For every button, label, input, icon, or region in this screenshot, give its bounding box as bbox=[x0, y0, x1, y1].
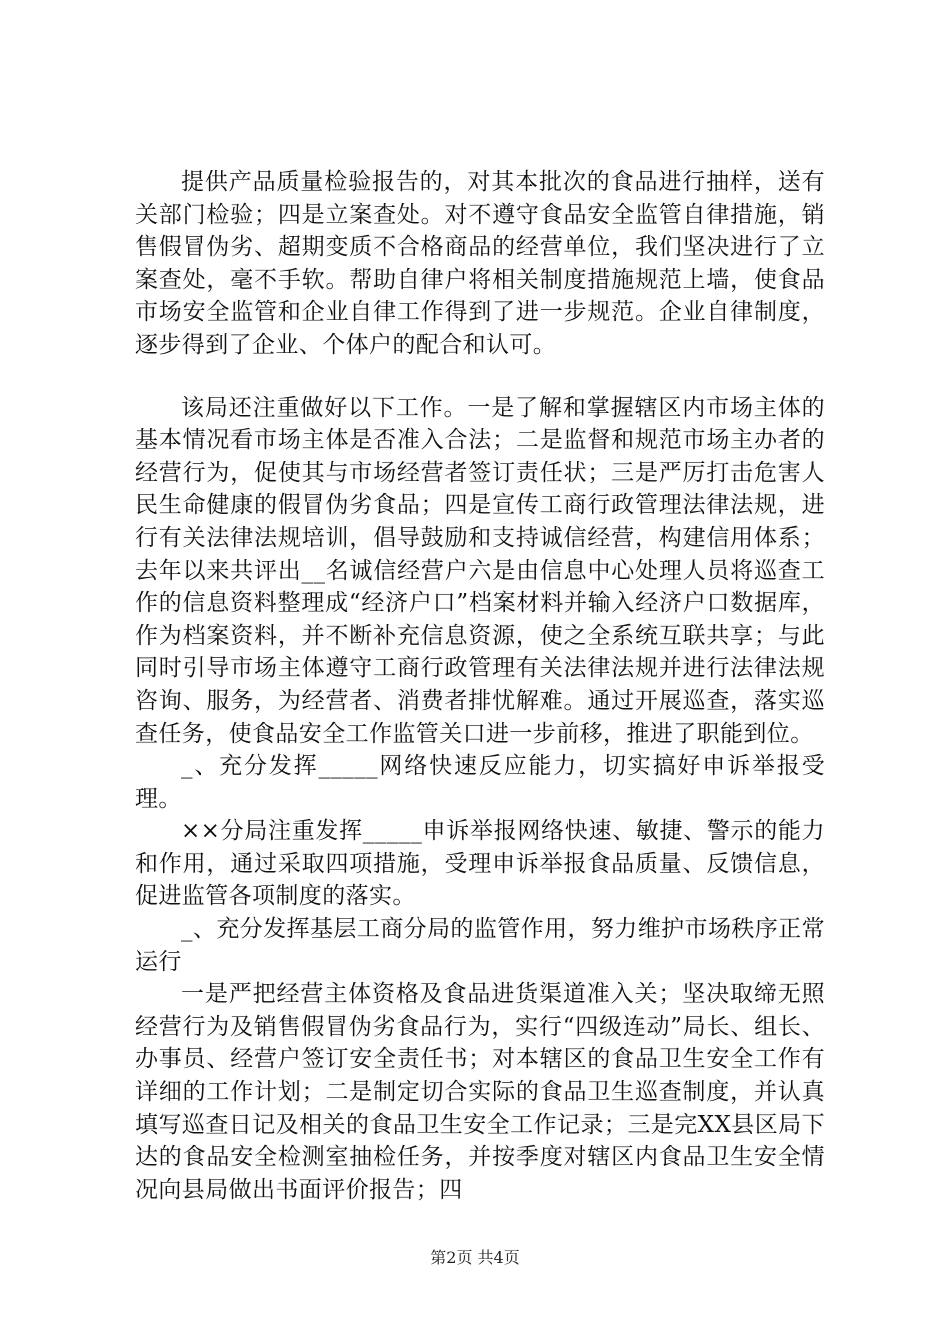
paragraph-product-inspection: 提供产品质量检验报告的，对其本批次的食品进行抽样，送有关部门检验；四是立案查处。对不遵守食品安全监管自律措施，销售假冒伪劣、超期变质不合格商品的经营单位，我们坚决进行了立案查处，毫不手软。帮助自律户将相关制度措施规范上墙，使食品市场安全监管和企业自律工作得到了进一步规范。企业自律制度，逐步得到了企业、个体户的配合和认可。 bbox=[135, 169, 825, 358]
section-heading-branch-supervision: _、充分发挥基层工商分局的监管作用，努力维护市场秩序正常运行 bbox=[135, 916, 825, 975]
document-body bbox=[135, 166, 825, 1206]
section-heading-complaint-network: _、充分发挥_____网络快速反应能力，切实搞好申诉举报受理。 bbox=[135, 753, 825, 812]
paragraph-complaint-handling: ××分局注重发挥_____申诉举报网络快速、敏捷、警示的能力和作用，通过采取四项措施，受理申诉举报食品质量、反馈信息，促进监管各项制度的落实。 bbox=[135, 818, 825, 910]
paragraph-bureau-work: 该局还注重做好以下工作。一是了解和掌握辖区内市场主体的基本情况看市场主体是否准入合法；二是监督和规范市场主办者的经营行为，促使其与市场经营者签订责任状；三是严厉打击危害人民生命健康的假冒伪劣食品；四是宣传工商行政管理法律法规，进行有关法律法规培训，倡导鼓励和支持诚信经营，构建信用体系；去年以来共评出__名诚信经营户六是由信息中心处理人员将巡查工作的信息资料整理成“经济户口”档案材料并输入经济户口数据库，作为档案资料，并不断补充信息资源，使之全系统互联共享；与此同时引导市场主体遵守工商行政管理有关法律法规并进行法律法规咨询、服务，为经营者、消费者排忧解难。通过开展巡查，落实巡查任务，使食品安全工作监管关口进一步前移，推进了职能到位。 bbox=[135, 394, 825, 747]
paragraph-branch-measures: 一是严把经营主体资格及食品进货渠道准入关；坚决取缔无照经营行为及销售假冒伪劣食品行为，实行“四级连动”局长、组长、办事员、经营户签订安全责任书；对本辖区的食品卫生安全工作有详细的工作计划；二是制定切合实际的食品卫生巡查制度，并认真填写巡查日记及相关的食品卫生安全工作记录；三是完XX县区局下达的食品安全检测室抽检任务，并按季度对辖区内食品卫生安全情况向县局做出书面评价报告；四 bbox=[135, 981, 825, 1203]
page-number-footer: 第2页 共4页 bbox=[430, 1248, 520, 1267]
